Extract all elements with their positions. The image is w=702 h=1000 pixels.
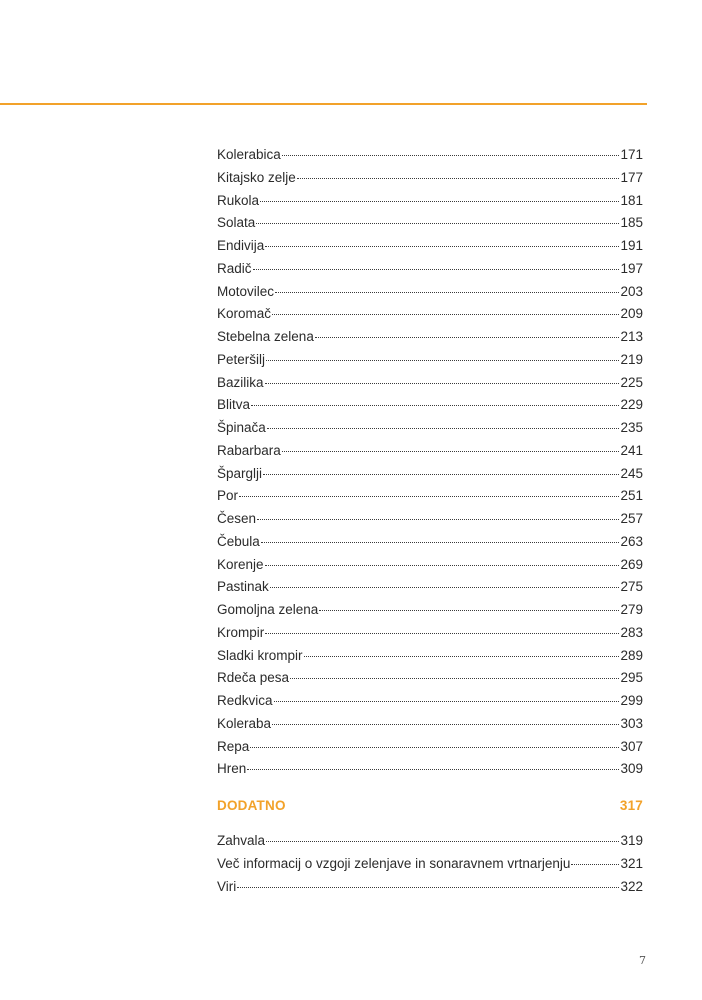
toc-entry[interactable] bbox=[217, 258, 643, 281]
toc-entry[interactable] bbox=[217, 736, 643, 759]
toc-entry-page: 319 bbox=[620, 833, 643, 848]
toc-entry-page: 213 bbox=[620, 329, 643, 344]
toc-entry[interactable] bbox=[217, 830, 643, 853]
toc-entry-title: Endivija bbox=[217, 238, 265, 253]
leader-dots bbox=[571, 859, 619, 865]
leader-dots bbox=[256, 218, 619, 224]
leader-dots bbox=[274, 696, 620, 702]
leader-dots bbox=[265, 628, 619, 634]
leader-dots bbox=[265, 241, 619, 247]
toc-entry-title: Pastinak bbox=[217, 579, 269, 595]
toc-entry[interactable] bbox=[217, 690, 643, 713]
toc-entry-title: Krompir bbox=[217, 624, 265, 640]
toc-entry-page: 295 bbox=[620, 670, 643, 686]
toc-entry-page: 203 bbox=[620, 283, 643, 299]
toc-entry-title: Sladki krompir bbox=[217, 647, 303, 663]
toc-entry-page: 251 bbox=[620, 488, 643, 504]
section-title: DODATNO bbox=[217, 798, 286, 813]
toc-entry-page: 309 bbox=[620, 761, 643, 777]
leader-dots bbox=[257, 514, 619, 520]
toc-entry-page: 279 bbox=[620, 602, 643, 617]
toc-entry[interactable] bbox=[217, 235, 643, 258]
toc-list bbox=[217, 144, 643, 781]
toc-entry[interactable] bbox=[217, 167, 643, 190]
toc-entry-title: Več informacij o vzgoji zelenjave in sonaravnem vrtnarjenju bbox=[217, 855, 571, 871]
toc-entry-title: Korenje bbox=[217, 556, 264, 572]
leader-dots bbox=[304, 651, 620, 657]
toc-entry[interactable] bbox=[217, 645, 643, 668]
leader-dots bbox=[265, 560, 620, 566]
toc-entry-page: 229 bbox=[620, 397, 643, 413]
toc-entry-page: 289 bbox=[620, 647, 643, 663]
toc-entry[interactable] bbox=[217, 599, 643, 622]
appendix-list bbox=[217, 830, 643, 898]
toc-entry-page: 245 bbox=[620, 465, 643, 481]
toc-entry-title: Gomoljna zelena bbox=[217, 602, 319, 617]
toc-entry[interactable] bbox=[217, 667, 643, 690]
toc-entry-title: Bazilika bbox=[217, 374, 264, 390]
toc-entry[interactable] bbox=[217, 190, 643, 213]
toc-entry-title: Kitajsko zelje bbox=[217, 169, 296, 185]
leader-dots bbox=[260, 196, 619, 202]
toc-entry-page: 209 bbox=[620, 306, 643, 322]
toc-entry[interactable] bbox=[217, 417, 643, 440]
toc-entry[interactable] bbox=[217, 372, 643, 395]
toc-entry[interactable] bbox=[217, 394, 643, 417]
toc-entry-page: 241 bbox=[620, 442, 643, 458]
toc-entry-page: 235 bbox=[620, 420, 643, 435]
toc-entry-page: 299 bbox=[620, 693, 643, 708]
leader-dots bbox=[272, 309, 619, 315]
toc-entry-title: Hren bbox=[217, 761, 247, 777]
toc-entry[interactable] bbox=[217, 144, 643, 167]
toc-entry-page: 303 bbox=[620, 715, 643, 731]
leader-dots bbox=[251, 400, 619, 406]
leader-dots bbox=[319, 605, 619, 611]
toc-entry[interactable] bbox=[217, 576, 643, 599]
toc-entry-page: 171 bbox=[620, 147, 643, 162]
leader-dots bbox=[266, 355, 619, 361]
toc-entry[interactable] bbox=[217, 713, 643, 736]
toc-entry[interactable] bbox=[217, 531, 643, 554]
toc-entry-page: 322 bbox=[620, 878, 643, 894]
toc-entry-page: 191 bbox=[620, 238, 643, 253]
leader-dots bbox=[290, 673, 619, 679]
section-heading[interactable] bbox=[217, 798, 643, 813]
toc-entry[interactable] bbox=[217, 622, 643, 645]
toc-entry[interactable] bbox=[217, 758, 643, 781]
toc-entry-page: 283 bbox=[620, 624, 643, 640]
toc-entry-title: Viri bbox=[217, 878, 237, 894]
toc-entry[interactable] bbox=[217, 463, 643, 486]
leader-dots bbox=[239, 491, 619, 497]
leader-dots bbox=[282, 446, 620, 452]
leader-dots bbox=[253, 264, 620, 270]
toc-entry-page: 307 bbox=[620, 738, 643, 754]
toc-entry-title: Čebula bbox=[217, 533, 260, 549]
toc-entry-title: Peteršilj bbox=[217, 351, 266, 367]
toc-entry-title: Redkvica bbox=[217, 693, 273, 708]
leader-dots bbox=[250, 742, 619, 748]
toc-entry[interactable] bbox=[217, 326, 643, 349]
section-page: 317 bbox=[619, 798, 643, 813]
toc-entry-title: Por bbox=[217, 488, 239, 504]
toc-entry-title: Radič bbox=[217, 260, 252, 276]
toc-entry-title: Kolerabica bbox=[217, 147, 281, 162]
leader-dots bbox=[261, 537, 620, 543]
toc-entry-page: 321 bbox=[620, 855, 643, 871]
toc-entry-page: 177 bbox=[620, 169, 643, 185]
toc-entry[interactable] bbox=[217, 554, 643, 577]
leader-dots bbox=[275, 287, 619, 293]
toc-entry-title: Repa bbox=[217, 738, 250, 754]
leader-dots bbox=[263, 469, 619, 475]
toc-entry[interactable] bbox=[217, 212, 643, 235]
toc-entry-title: Špinača bbox=[217, 420, 266, 435]
toc-entry[interactable] bbox=[217, 508, 643, 531]
toc-entry[interactable] bbox=[217, 876, 643, 899]
toc-entry-page: 219 bbox=[620, 351, 643, 367]
page-number: 7 bbox=[639, 954, 646, 967]
toc-entry-title: Solata bbox=[217, 215, 256, 231]
toc-entry-title: Špargljі bbox=[217, 465, 263, 481]
toc-entry-page: 257 bbox=[620, 511, 643, 526]
leader-dots bbox=[282, 150, 620, 156]
leader-dots bbox=[297, 173, 620, 179]
leader-dots bbox=[272, 719, 619, 725]
toc-entry[interactable] bbox=[217, 281, 643, 304]
toc-entry-title: Zahvala bbox=[217, 833, 266, 848]
toc-entry[interactable] bbox=[217, 303, 643, 326]
toc-entry[interactable] bbox=[217, 440, 643, 463]
toc-entry-page: 185 bbox=[620, 215, 643, 231]
toc-entry-page: 225 bbox=[620, 374, 643, 390]
leader-dots bbox=[267, 423, 620, 429]
toc-entry-title: Koromač bbox=[217, 306, 272, 322]
toc-entry-title: Stebelna zelena bbox=[217, 329, 314, 344]
toc-entry-title: Rabarbara bbox=[217, 442, 281, 458]
toc-entry[interactable] bbox=[217, 853, 643, 876]
toc-entry[interactable] bbox=[217, 485, 643, 508]
toc-entry-title: Rukola bbox=[217, 192, 260, 208]
toc-entry-page: 181 bbox=[620, 192, 643, 208]
toc-entry-title: Česen bbox=[217, 511, 257, 526]
toc-entry-page: 269 bbox=[620, 556, 643, 572]
toc-entry[interactable] bbox=[217, 349, 643, 372]
toc-entry-title: Blitva bbox=[217, 397, 251, 413]
top-rule bbox=[0, 103, 647, 105]
toc-entry-page: 275 bbox=[620, 579, 643, 595]
toc-entry-page: 197 bbox=[620, 260, 643, 276]
toc-entry-title: Koleraba bbox=[217, 715, 272, 731]
leader-dots bbox=[237, 882, 619, 888]
leader-dots bbox=[315, 332, 620, 338]
leader-dots bbox=[265, 378, 620, 384]
toc-entry-title: Motovilec bbox=[217, 283, 275, 299]
leader-dots bbox=[266, 836, 619, 842]
toc-entry-title: Rdeča pesa bbox=[217, 670, 290, 686]
toc-entry-page: 263 bbox=[620, 533, 643, 549]
leader-dots bbox=[247, 764, 619, 770]
leader-dots bbox=[270, 582, 620, 588]
